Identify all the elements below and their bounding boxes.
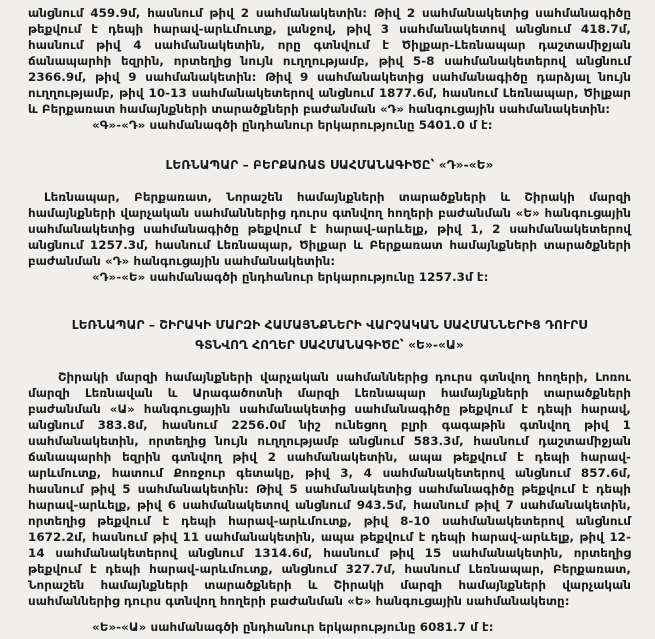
segment-length-summary-d-e: «Դ»-«Ե» սահմանագծի ընդհանուր երկարությունը 1257.3մ է: <box>92 270 489 284</box>
segment-length-summary-g-d: «Գ»-«Դ» սահմանագծի ընդհանուր երկարությունը 5401.0 մ է: <box>92 118 493 132</box>
section-heading-lernapar-shirak-lands: ԼԵՌՆԱՊԱՐ – ՇԻՐԱԿԻ ՄԱՐԶԻ ՀԱՄԱՅՆՔՆԵՐԻ ՎԱՐՉԱԿԱՆ ՍԱՀՄԱՆՆԵՐԻՑ ԴՈՒՐՍ ԳՏՆՎՈՂ ՀՈՂԵՐ ՍԱՀՄԱՆԱԳԻԾԸ՝ «Ե»-«Ա» <box>71 318 588 352</box>
section-heading-lernapar-berkarat: ԼԵՌՆԱՊԱՐ – ԲԵՐՔԱՌԱՏ ՍԱՀՄԱՆԱԳԻԾԸ՝ «Դ»-«Ե» <box>165 158 494 172</box>
boundary-description-paragraph-continued: անցնում 459.9մ, հասնում թիվ 2 սահմանակետին: Թիվ 2 սահմանակետից սահմանագիծը թեքվում է դեպի հարավ-արևմուտք, լանջով, թիվ 3 սահմանակետով անցնում 418.7մ, հասնում թիվ 4 սահմանակետին, որը գտնվում է Ծիլքար-Լեռնապար դաշտամիջյան ճանապարհի եզրին, որտեղից նույն ուղղությամբ, թիվ 5-8 սահմանակետերով անցնում 2366.9մ, թիվ 9 սահմանակետին: Թիվ 9 սահմանակետից սահմանագիծը դարձյալ նույն ուղղությամբ, թիվ 10-13 սահմանակետերով անցնում 1877.6մ, հասնում Լեռնապար, Ծիլքար և Բերքառատ համայնքների տարածքների բաժանման «Դ» հանգուցային սահմանակետին: <box>28 6 631 116</box>
segment-length-summary-e-a: «Ե»-«Ա» սահմանագծի ընդհանուր երկարությունը 6081.7 մ է: <box>92 620 494 634</box>
boundary-description-paragraph-d-e: Լեռնապար, Բերքառատ, Նորաշեն համայնքների տարածքների և Շիրակի մարզի համայնքների վարչական սահմաններից դուրս գտնվող հողերի բաժանման «Ե» հանգուցային սահմանակետից սահմանագիծը թեքվում է հարավ-արևելք, թիվ 1, 2 սահմանակետերով անցնում 1257.3մ, հասնում Լեռնապար, Ծիլքար և Բերքառատ համայնքների տարածքների բաժանման «Դ» հանգուցային սահմանակետին: <box>28 190 631 268</box>
boundary-description-paragraph-e-a: Շիրակի մարզի համայնքների վարչական սահմաններից դուրս գտնվող հողերի, Լոռու մարզի Լեռնավան և Արագածոտնի մարզի Լեռնապար համայնքների տարածքների բաժանման «Ա» հանգուցային սահմանակետից սահմանագիծը թեքվում է դեպի հարավ, անցնում 383.8մ, հասնում 2256.0մ նիշ ունեցող բլրի գագաթին գտնվող թիվ 1 սահմանակետին, որտեղից նույն ուղղությամբ անցնում 583.3մ, հասնում դաշտամիջյան ճանապարհի եզրին գտնվող թիվ 2 սահմանակետին, ապա թեքվում է դեպի հարավ-արևմուտք, հատում Քոռջուր գետակը, թիվ 3, 4 սահմանակետերով անցնում 857.6մ, հասնում թիվ 5 սահմանակետին: Թիվ 5 սահմանակետից սահմանագիծը թեքվում է դեպի հարավ-արևելք, թիվ 6 սահմանակետով անցնում 943.5մ, հասնում թիվ 7 սահմանակետին, որտեղից թեքվում է դեպի հարավ-արևմուտք, թիվ 8-10 սահմանակետերով անցնում 1672.2մ, հասնում թիվ 11 սահմանակետին, ապա թեքվում է դեպի հարավ-արևելք, թիվ 12-14 սահմանակետերով անցնում 1314.6մ, հասնում թիվ 15 սահմանակետին, որտեղից թեքվում է դեպի հարավ-արևմուտք, անցնում 327.7մ, հասնում Լեռնապար, Բերքառատ, Նորաշեն համայնքների տարածքների և Շիրակի մարզի համայնքների վարչական սահմաններից դուրս գտնվող հողերի բաժանման «Ե» հանգուցային սահմանակետը: <box>28 370 631 608</box>
